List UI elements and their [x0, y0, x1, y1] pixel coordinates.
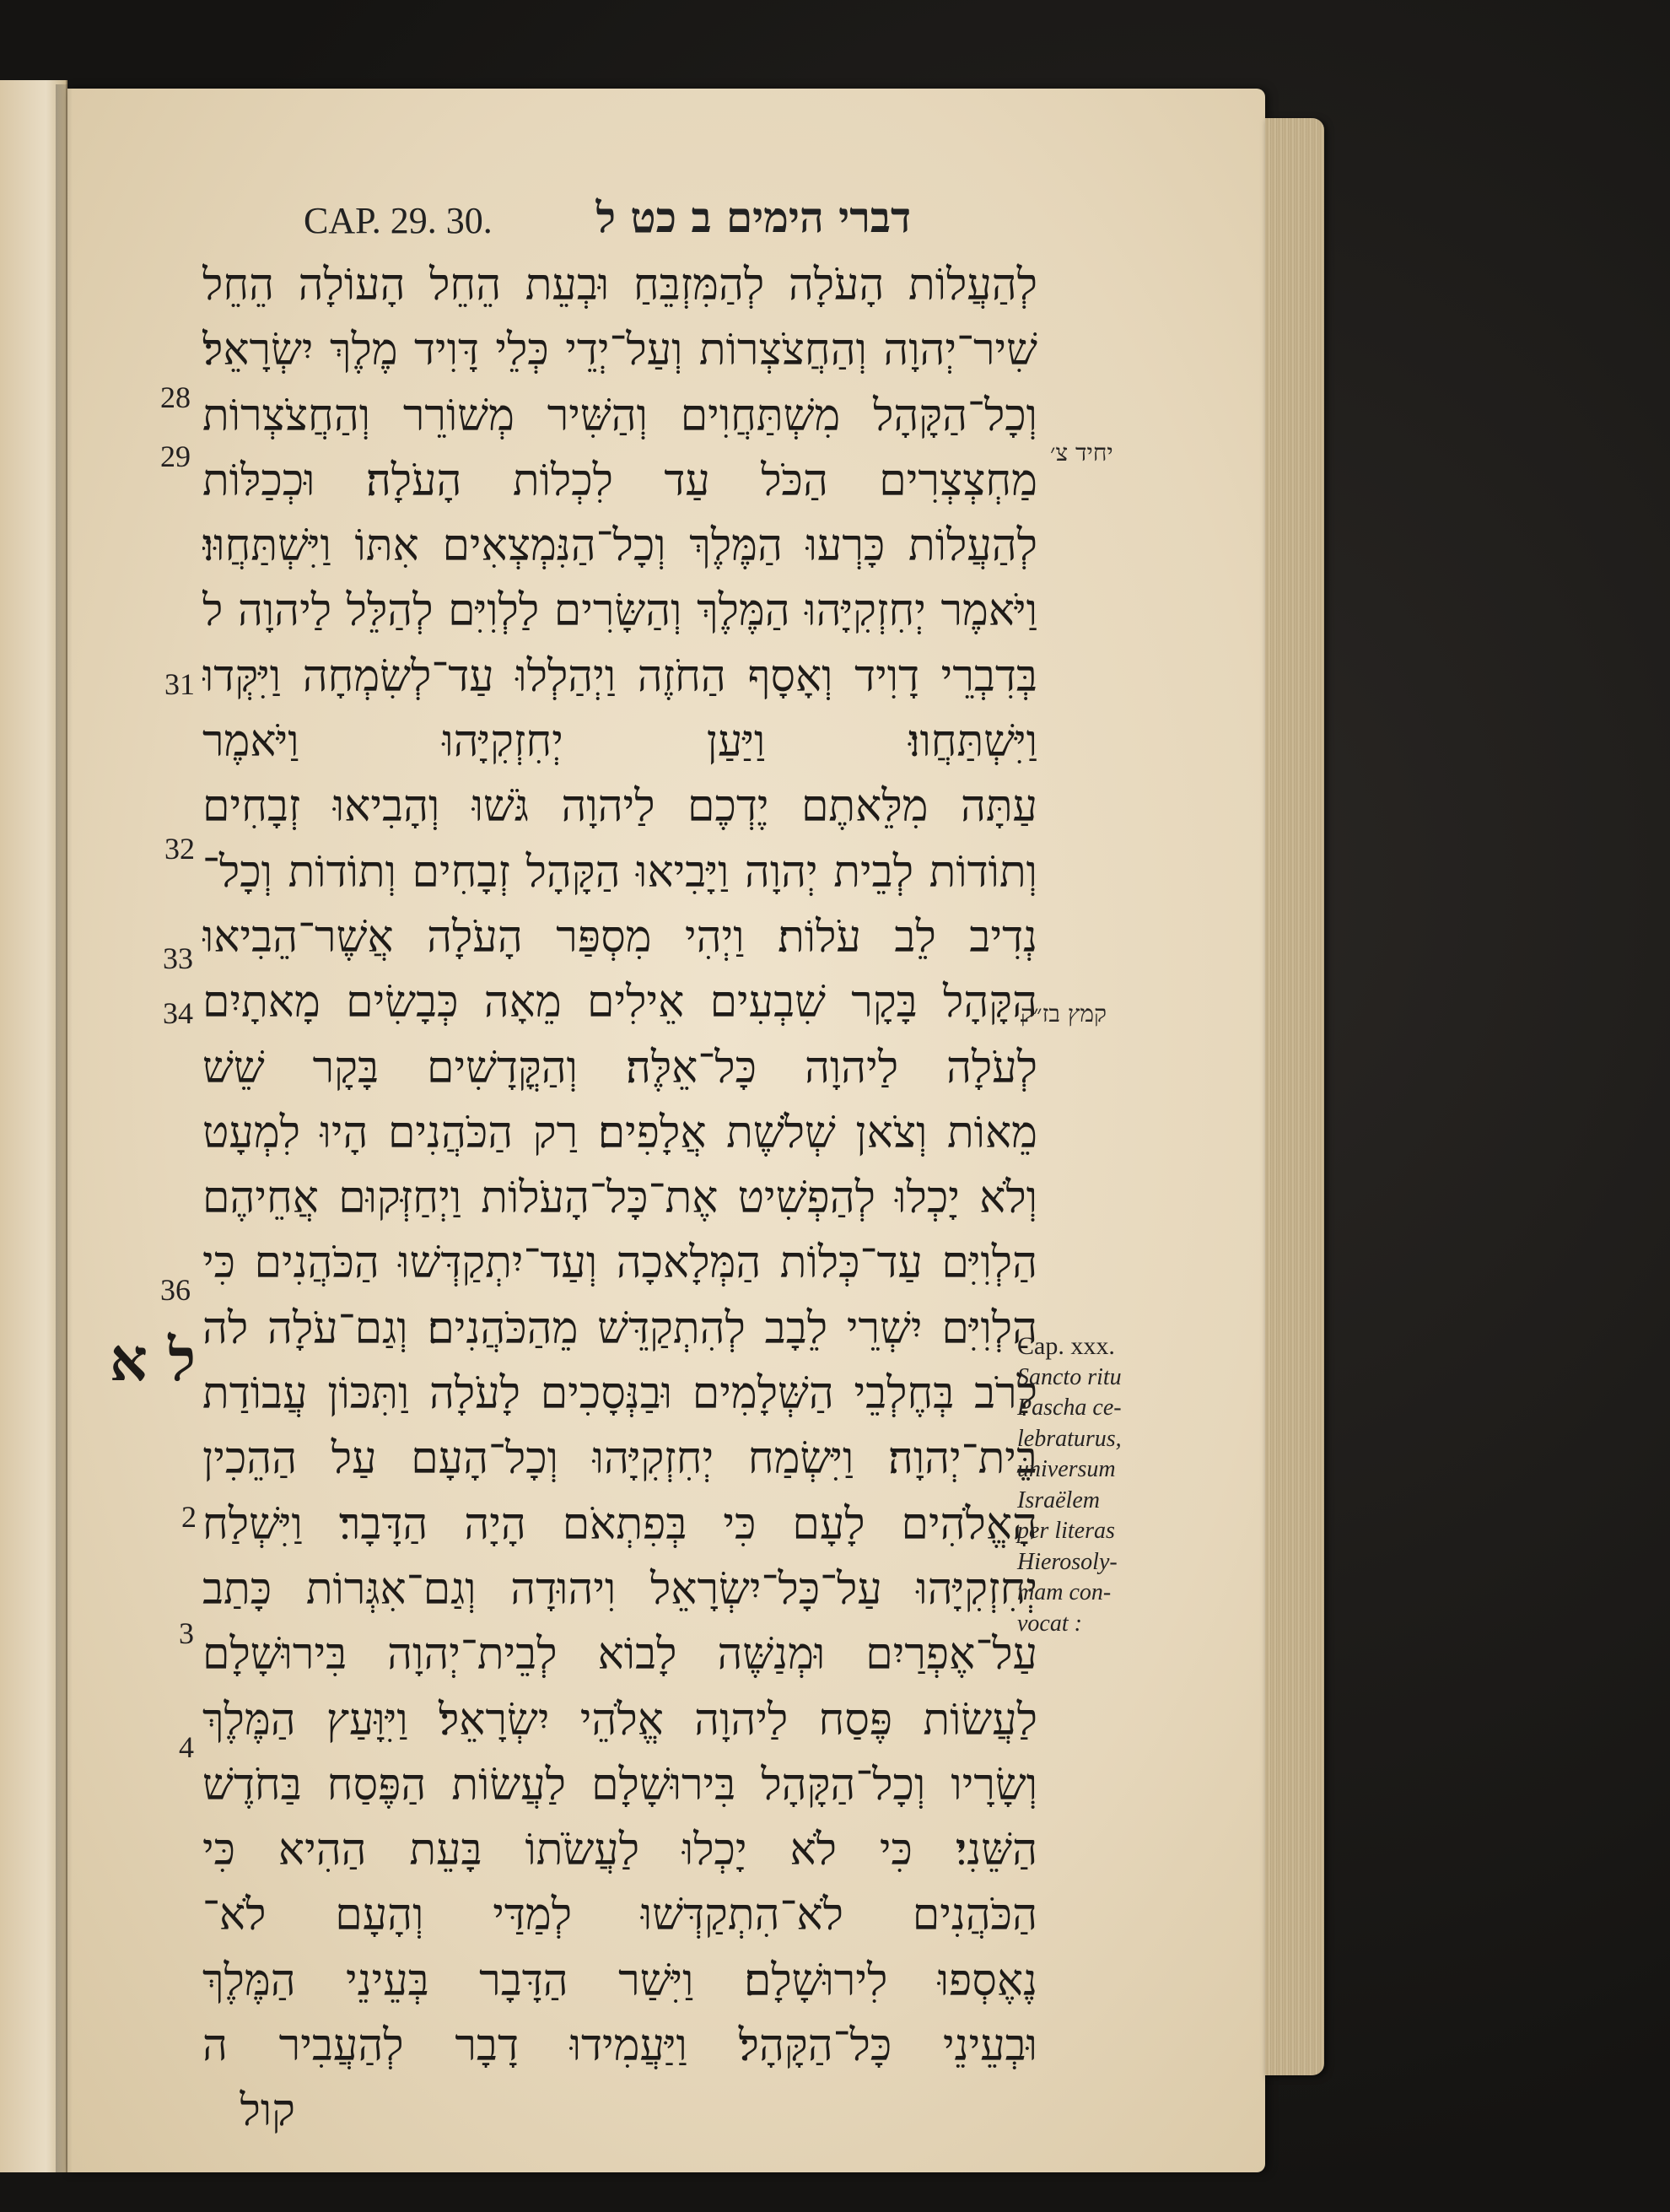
running-header	[304, 192, 911, 251]
latin-chapter-summary	[1017, 1331, 1186, 1639]
text-line: וַיֹּאמֶר יְחִזְקִיָּהוּ הַמֶּלֶךְ וְהַשָּׂרִים לַלְוִיִּם לְהַלֵּל לַיהוָה ל	[202, 585, 1037, 637]
latin-line: lebraturus,	[1017, 1425, 1122, 1452]
text-line: הָאֱלֹהִים לָעָם כִּי בְּפִתְאֹם הָיָה הַדָּבָר׃ וַיִּשְׁלַח	[202, 1498, 1037, 1550]
verse-number: 29	[160, 440, 191, 473]
text-line: בְּדִבְרֵי דָוִיד וְאָסָף הַחֹזֶה וַיְהַלְלוּ עַד־לְשִׂמְחָה וַיִּקְּדוּ	[202, 650, 1037, 702]
hebrew-text-column	[202, 253, 1037, 2145]
latin-line: Pascha ce-	[1017, 1395, 1122, 1421]
text-line: בֵּית־יְהוָה׃ וַיִּשְׂמַח יְחִזְקִיָּהוּ וְכָל־הָעָם עַל הַהֵכִין	[202, 1433, 1037, 1485]
text-line: שִׁיר־יְהוָה וְהַחֲצֹצְרוֹת וְעַל־יְדֵי כְּלֵי דָּוִיד מֶלֶךְ יִשְׂרָאֵל׃	[202, 325, 1037, 376]
text-line: נֶאֶסְפוּ לִירוּשָׁלָם׃ וַיִּשַׁר הַדָּבָר בְּעֵינֵי הַמֶּלֶךְ	[202, 1955, 1037, 2006]
book-title-hebrew: דברי הימים ב כט ל	[595, 192, 911, 242]
verse-number: 2	[181, 1500, 197, 1534]
text-line: וְתוֹדוֹת לְבֵית יְהוָה וַיָּבִיאוּ הַקָּהָל זְבָחִים וְתוֹדוֹת וְכָל־	[202, 846, 1037, 898]
text-line: וַיִּשְׁתַּחֲווּ׃ וַיַּעַן יְחִזְקִיָּהוּ וַיֹּאמֶר	[202, 716, 1037, 768]
text-line: הַקָּהָל בָּקָר שִׁבְעִים אֵילִים מֵאָה כְּבָשִׂים מָאתָיִם	[202, 977, 1037, 1028]
text-line: לַעֲשׂוֹת פֶּסַח לַיהוָה אֱלֹהֵי יִשְׂרָאֵל׃ וַיִּוָּעַץ הַמֶּלֶךְ	[202, 1694, 1037, 1745]
verse-number: 3	[179, 1616, 194, 1650]
text-line: לְעֹלָה לַיהוָה כָּל־אֵלֶּה׃ וְהַקֳּדָשִׁים בָּקָר שֵׁשׁ	[202, 1042, 1037, 1093]
text-line: לָרֹב בְּחֶלְבֵי הַשְּׁלָמִים וּבַנְּסָכִים לָעֹלָה וַתִּכּוֹן עֲבוֹדַת	[202, 1368, 1037, 1420]
latin-line: per literas	[1017, 1518, 1115, 1544]
latin-line: vocat :	[1017, 1610, 1082, 1637]
latin-line: Israëlem	[1017, 1486, 1100, 1513]
page-fore-edge	[1265, 118, 1324, 2075]
verse-number: 36	[160, 1273, 191, 1307]
page-gutter-shadow	[56, 84, 73, 2172]
text-line: עַל־אֶפְרַיִם וּמְנַשֶּׁה לָבוֹא לְבֵית־יְהוָה בִּירוּשָׁלָם	[202, 1629, 1037, 1681]
text-line: וּבְעֵינֵי כָּל־הַקָּהָל׃ וַיַּעֲמִידוּ דָבָר לְהַעֲבִיר ה	[202, 2020, 1037, 2072]
text-line: הַלְוִיִּם עַד־כְּלוֹת הַמְּלָאכָה וְעַד־יִתְקַדְּשׁוּ הַכֹּהֲנִים כִּי	[202, 1238, 1037, 1289]
latin-line: Cap. xxx.	[1017, 1332, 1115, 1360]
chapter-marker-letters: ל א	[110, 1325, 197, 1395]
verse-number: 32	[164, 832, 195, 866]
text-line: וְכָל־הַקָּהָל מִשְׁתַּחֲוִים וְהַשִּׁיר מְשׁוֹרֵר וְהַחֲצֹצְרוֹת	[202, 390, 1037, 441]
latin-line: mam con-	[1017, 1579, 1112, 1605]
latin-line: Hierosoly-	[1017, 1548, 1118, 1575]
verse-number: 33	[163, 941, 193, 975]
verse-number: 4	[179, 1730, 194, 1764]
text-line: נְדִיב לֵב עֹלוֹת׃ וַיְהִי מִסְפַּר הָעֹלָה אֲשֶׁר־הֵבִיאוּ	[202, 911, 1037, 963]
chapter-reference: CAP. 29. 30.	[304, 200, 493, 241]
text-line: מַחְצְצְרִים הַכֹּל עַד לִכְלוֹת הָעֹלָה׃ וּכְכַלּוֹת	[202, 455, 1037, 506]
text-line: יְחִזְקִיָּהוּ עַל־כָּל־יִשְׂרָאֵל וִיהוּדָה וְגַם־אִגְּרוֹת כָּתַב	[202, 1563, 1037, 1615]
text-line: וְשָׂרָיו וְכָל־הַקָּהָל בִּירוּשָׁלָם לַעֲשׂוֹת הַפֶּסַח בַּחֹדֶשׁ	[202, 1759, 1037, 1810]
masoretic-note: קמץ בז״ק	[1021, 1000, 1107, 1028]
text-line: לְהַעֲלוֹת כָּרְעוּ הַמֶּלֶךְ וְכָל־הַנִּמְצְאִים אִתּוֹ וַיִּשְׁתַּחֲוּוּ׃	[202, 521, 1037, 572]
text-line: וְלֹא יָכְלוּ לְהַפְשִׁיט אֶת־כָּל־הָעֹלוֹת וַיְחַזְּקוּם אֲחֵיהֶם	[202, 1173, 1037, 1224]
text-line: הַשֵּׁנִי׃ כִּי לֹא יָכְלוּ לַעֲשֹׂתוֹ בָּעֵת הַהִיא כִּי	[202, 1825, 1037, 1876]
text-line: לְהַעֲלוֹת הָעֹלָה לְהַמִּזְבֵּחַ וּבְעֵת הֵחֵל הָעוֹלָה הֵחֵל	[202, 260, 1037, 310]
latin-line: Sancto ritu	[1017, 1363, 1122, 1390]
verse-number: 34	[163, 996, 193, 1030]
text-line: עַתָּה מִלֵּאתֶם יֶדְכֶם לַיהוָה גֹּשׁוּ וְהָבִיאוּ זְבָחִים	[202, 781, 1037, 833]
latin-line: universum	[1017, 1456, 1116, 1482]
text-line: הַכֹּהֲנִים לֹא־הִתְקַדְּשׁוּ לְמַדַּי וְהָעָם לֹא־	[202, 1890, 1037, 1941]
verse-number: 31	[164, 667, 195, 701]
text-line-catchword: קול	[240, 2085, 295, 2137]
text-line: הַלְוִיִּם יִשְׁרֵי לֵבָב לְהִתְקַדֵּשׁ מֵהַכֹּהֲנִים׃ וְגַם־עֹלָה לה	[202, 1303, 1037, 1354]
text-line: מֵאוֹת וְצֹאן שְׁלֹשֶׁת אֲלָפִים׃ רַק הַכֹּהֲנִים הָיוּ לִמְעָט	[202, 1107, 1037, 1158]
masoretic-note: יחיד צ׳	[1050, 439, 1113, 467]
verse-number: 28	[160, 380, 191, 414]
